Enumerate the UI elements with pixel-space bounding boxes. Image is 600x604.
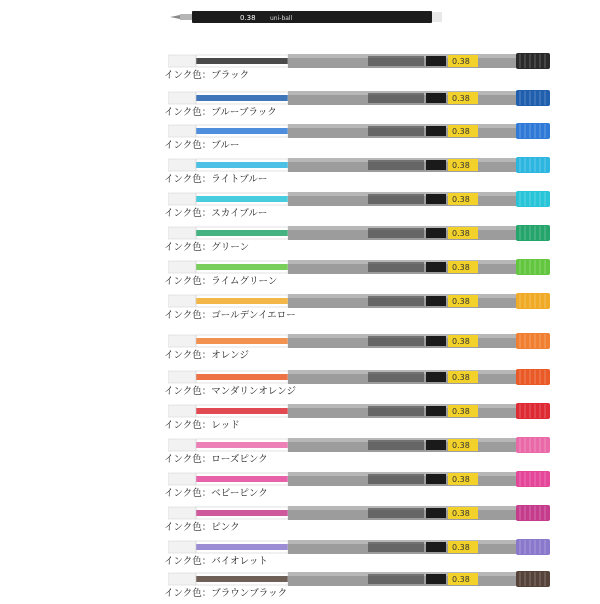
top-refill-size-text: 0.38 [240,14,256,22]
ink-tube [196,264,288,270]
ink-color-label: インク色：バイオレット [164,556,268,567]
refill-illustration [168,570,598,588]
ink-tube [196,58,288,64]
refill-row [150,52,600,86]
refill-size-text: 0.38 [452,127,470,136]
ink-color-label: インク色：オレンジ [164,350,249,361]
ink-tube [196,128,288,134]
ink-tube [196,196,288,202]
refill-row [150,292,600,326]
refill-size-text: 0.38 [452,195,470,204]
refill-illustration [168,122,598,140]
refill-size-text: 0.38 [452,509,470,518]
ink-tube [196,95,288,101]
refill-illustration [168,538,598,556]
refill-size-text: 0.38 [452,475,470,484]
refill-row [150,436,600,470]
ink-tube [196,576,288,582]
ink-color-label: インク色：ブラウンブラック [164,588,288,599]
ink-tube [196,162,288,168]
refill-row [150,368,600,402]
refill-size-text: 0.38 [452,57,470,66]
refill-row [150,122,600,156]
refill-row [150,504,600,538]
ink-tube [196,408,288,414]
refill-row [150,570,600,604]
refill-row [150,332,600,366]
refill-row [150,258,600,292]
ink-tube [196,544,288,550]
refill-illustration [168,504,598,522]
refill-illustration [168,190,598,208]
ink-color-label: インク色：ピンク [164,522,240,533]
ink-tube [196,338,288,344]
refill-size-text: 0.38 [452,407,470,416]
refill-illustration [168,470,598,488]
refill-size-text: 0.38 [452,263,470,272]
refill-size-text: 0.38 [452,373,470,382]
ink-color-label: インク色：レッド [164,420,240,431]
ink-color-label: インク色：ブラック [164,70,250,81]
ink-color-label: インク色：グリーン [164,242,250,253]
refill-illustration [168,156,598,174]
ink-color-label: インク色：ブルーブラック [164,107,277,118]
ink-color-label: インク色：ブルー [164,140,240,151]
refill-illustration [168,402,598,420]
ink-tube [196,476,288,482]
ink-color-label: インク色：マンダリンオレンジ [164,386,296,397]
refill-size-text: 0.38 [452,229,470,238]
refill-illustration [168,368,598,386]
ink-color-label: インク色：ベビーピンク [164,488,268,499]
ink-tube [196,230,288,236]
refill-row [150,156,600,190]
refill-size-text: 0.38 [452,337,470,346]
top-refill-brand-text: uni-ball [270,15,293,22]
refill-size-text: 0.38 [452,575,470,584]
ink-color-label: インク色：ライトブルー [164,174,268,185]
ink-color-label: インク色：ライムグリーン [164,276,278,287]
refill-illustration [168,258,598,276]
ink-tube [196,374,288,380]
ink-color-label: インク色：ローズピンク [164,454,268,465]
ink-color-label: インク色：スカイブルー [164,208,268,219]
refill-illustration [168,292,598,310]
refill-size-text: 0.38 [452,297,470,306]
ink-tube [196,298,288,304]
refill-illustration [168,436,598,454]
refill-illustration [168,89,598,107]
refill-row [150,190,600,224]
refill-illustration [168,224,598,242]
refill-row [150,224,600,258]
refill-illustration [168,332,598,350]
refill-row [150,470,600,504]
refill-size-text: 0.38 [452,543,470,552]
refill-row [150,538,600,572]
ink-tube [196,442,288,448]
refill-size-text: 0.38 [452,94,470,103]
refill-row [150,402,600,436]
refill-size-text: 0.38 [452,161,470,170]
refill-illustration [168,52,598,70]
ink-color-label: インク色：ゴールデンイエロー [164,310,296,321]
refill-row [150,89,600,123]
ink-tube [196,510,288,516]
refill-size-text: 0.38 [452,441,470,450]
